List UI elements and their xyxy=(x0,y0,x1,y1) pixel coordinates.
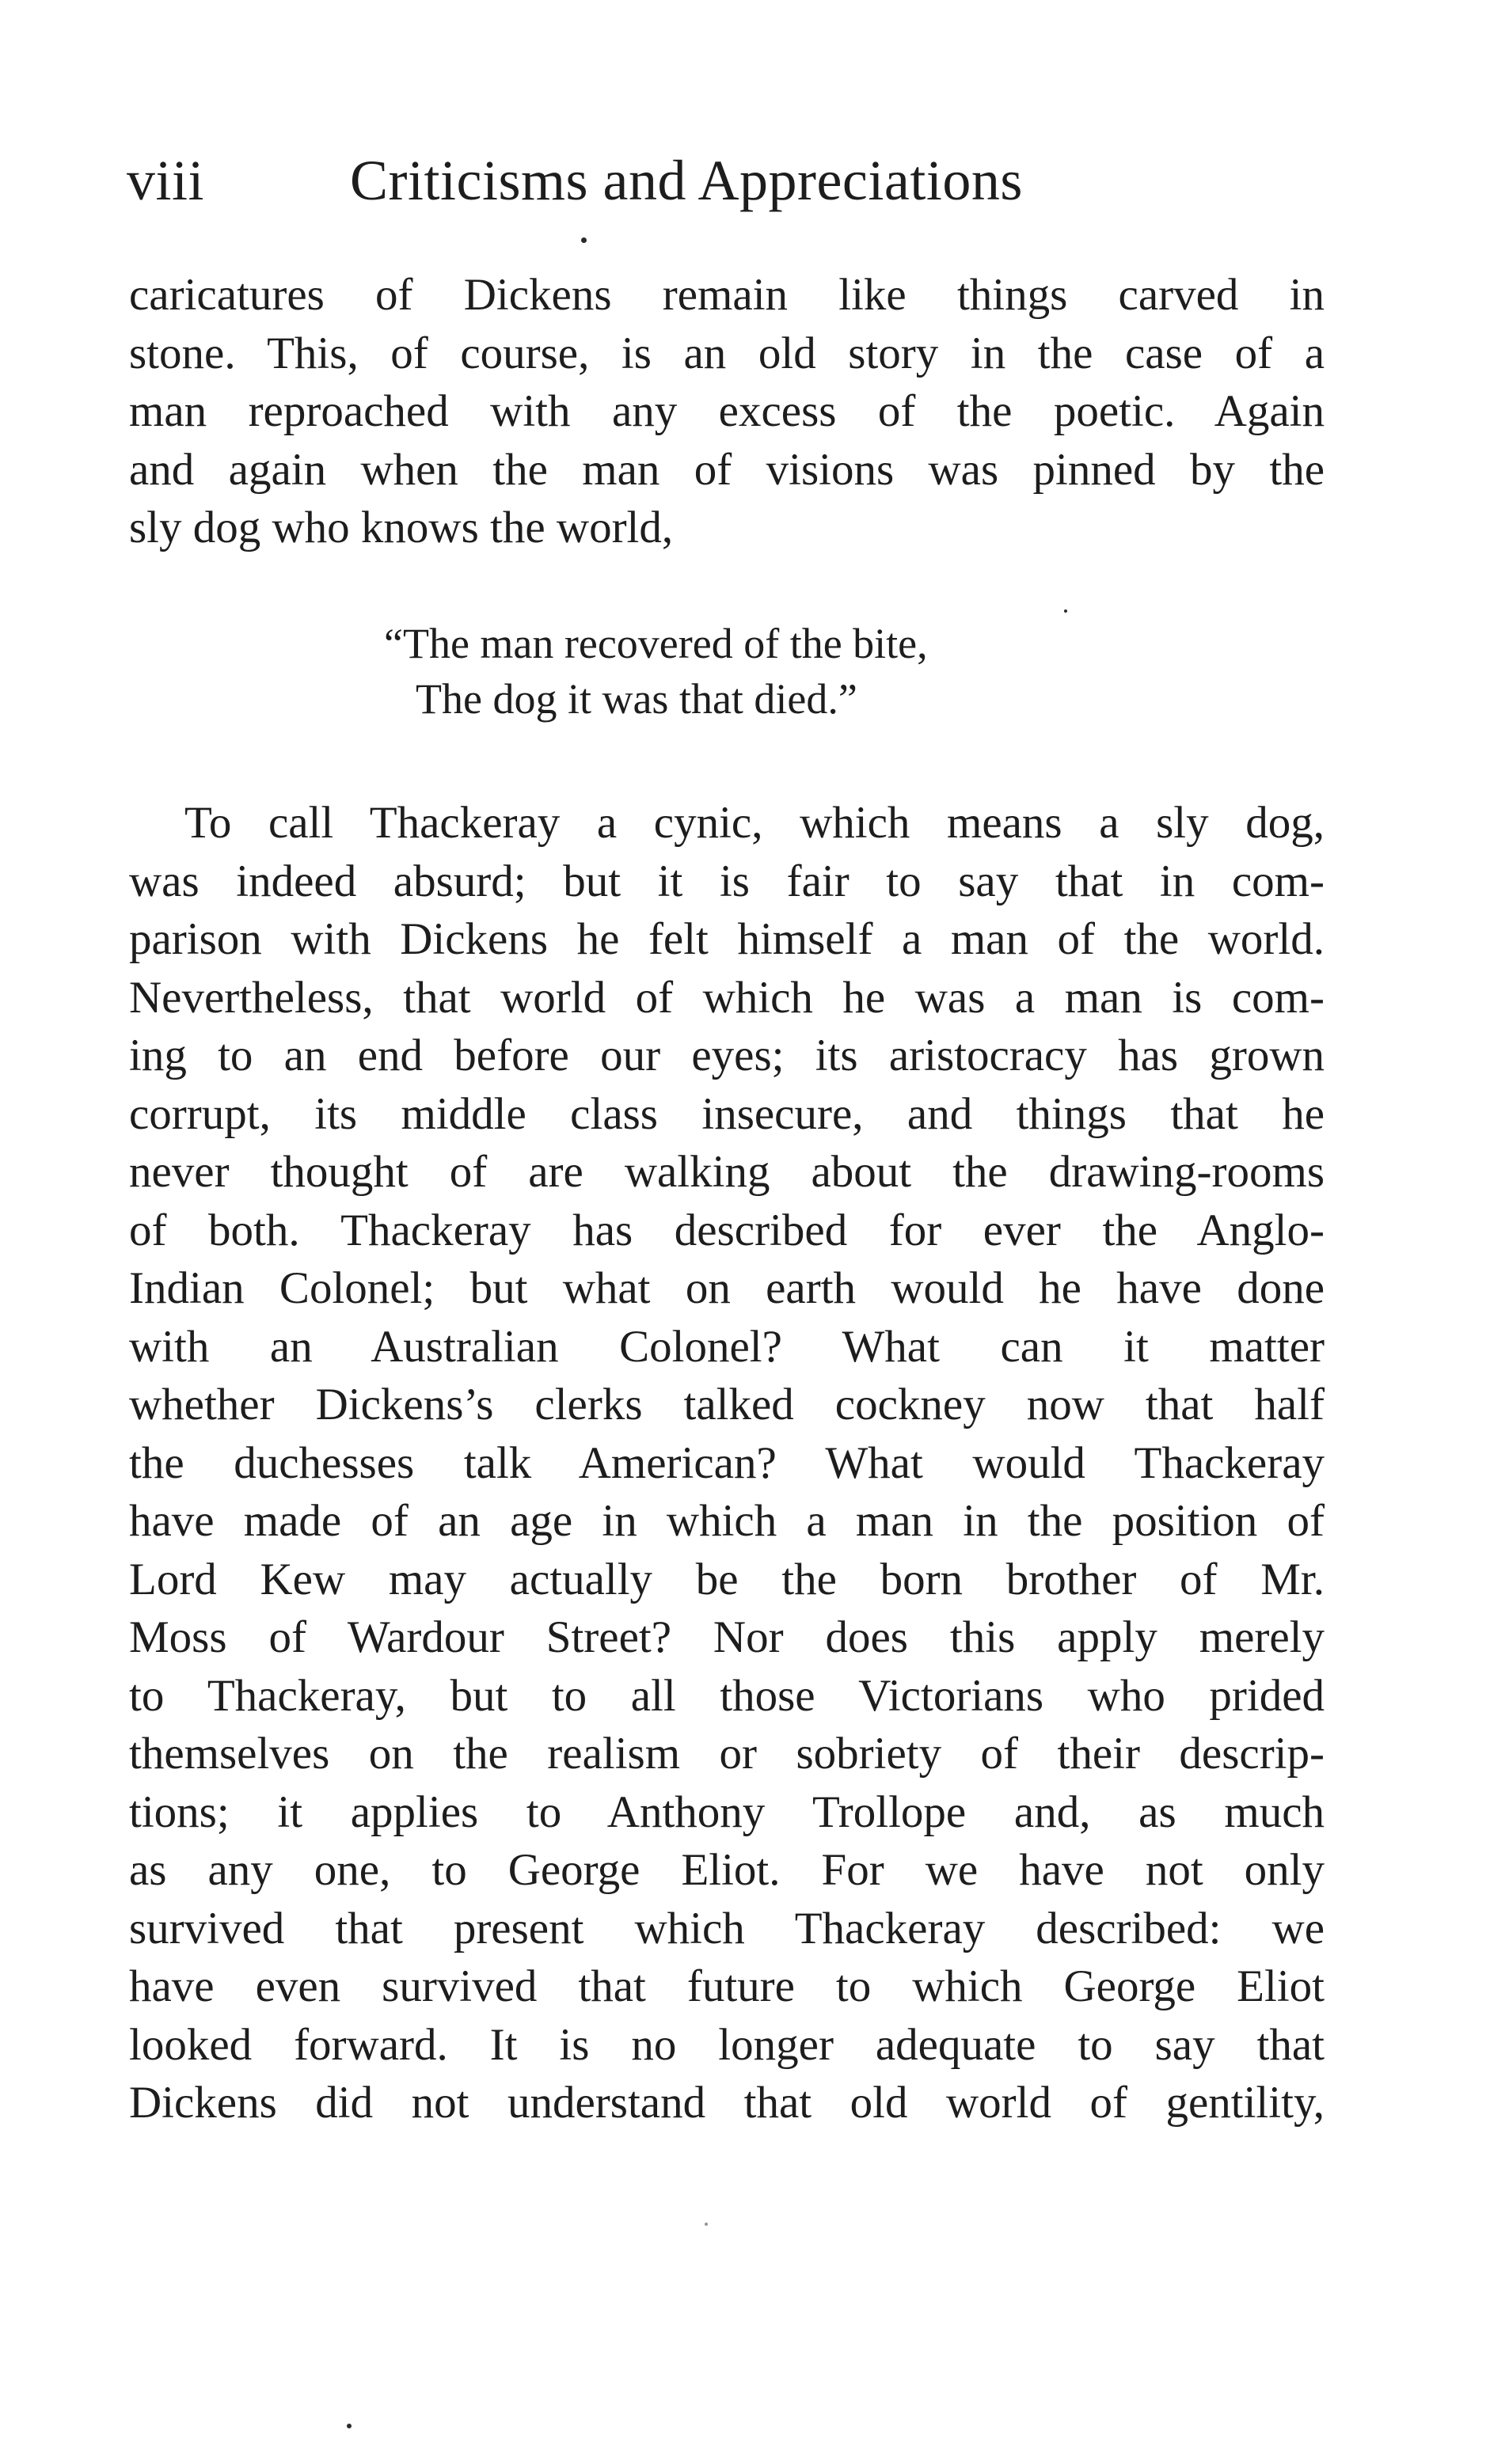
scan-speck xyxy=(1064,609,1067,613)
text-line: Nevertheless, that world of which he was a man is com- xyxy=(129,972,1325,1023)
text-line: stone. This, of course, is an old story in the case of a xyxy=(129,328,1325,378)
text-line: to Thackeray, but to all those Victorians who prided xyxy=(129,1670,1325,1721)
paragraph-1 xyxy=(129,266,1325,557)
text-line: tions; it applies to Anthony Trollope and, as much xyxy=(129,1786,1325,1837)
text-line: have even survived that future to which George Eliot xyxy=(129,1961,1325,2011)
text-line: as any one, to George Eliot. For we have not only xyxy=(129,1845,1325,1895)
text-line: Dickens did not understand that old world of gentility, xyxy=(129,2078,1325,2128)
paragraph-2 xyxy=(129,794,1325,2132)
verse-quotation xyxy=(384,616,1097,727)
text-line: Moss of Wardour Street? Nor does this apply merely xyxy=(129,1612,1325,1662)
text-line: man reproached with any excess of the poetic. Again xyxy=(129,386,1325,436)
text-line: To call Thackeray a cynic, which means a sly dog, xyxy=(184,798,1325,848)
text-line: themselves on the realism or sobriety of their descrip- xyxy=(129,1729,1325,1779)
text-line: have made of an age in which a man in the position of xyxy=(129,1496,1325,1546)
text-line: survived that present which Thackeray described: we xyxy=(129,1903,1325,1953)
text-line: with an Australian Colonel? What can it matter xyxy=(129,1321,1325,1372)
text-line: Lord Kew may actually be the born brother of Mr. xyxy=(129,1554,1325,1604)
scan-speck xyxy=(581,237,587,243)
text-line: parison with Dickens he felt himself a man of the world. xyxy=(129,914,1325,964)
text-line: caricatures of Dickens remain like things carved in xyxy=(129,270,1325,320)
text-line: looked forward. It is no longer adequate to say that xyxy=(129,2019,1325,2070)
scan-speck xyxy=(705,2223,708,2226)
text-line: was indeed absurd; but it is fair to say that in com- xyxy=(129,856,1325,906)
text-line: and again when the man of visions was pinned by the xyxy=(129,444,1325,495)
text-line: the duchesses talk American? What would Thackeray xyxy=(129,1437,1325,1488)
text-line: whether Dickens’s clerks talked cockney now that half xyxy=(129,1380,1325,1429)
verse-line: The dog it was that died.” xyxy=(416,675,857,723)
text-line: never thought of are walking about the drawing-rooms xyxy=(129,1147,1325,1197)
scan-speck xyxy=(347,2424,352,2428)
text-line: corrupt, its middle class insecure, and things that he xyxy=(129,1088,1325,1139)
text-line: Indian Colonel; but what on earth would he have done xyxy=(129,1263,1325,1313)
page-number: viii xyxy=(127,149,205,212)
text-line: sly dog who knows the world, xyxy=(129,503,674,552)
text-line: ing to an end before our eyes; its aristocracy has grown xyxy=(129,1031,1325,1080)
page-header xyxy=(127,141,1346,220)
running-title: Criticisms and Appreciations xyxy=(350,149,1023,212)
verse-line: “The man recovered of the bite, xyxy=(384,620,928,667)
text-line: of both. Thackeray has described for ever the Anglo- xyxy=(129,1205,1325,1255)
